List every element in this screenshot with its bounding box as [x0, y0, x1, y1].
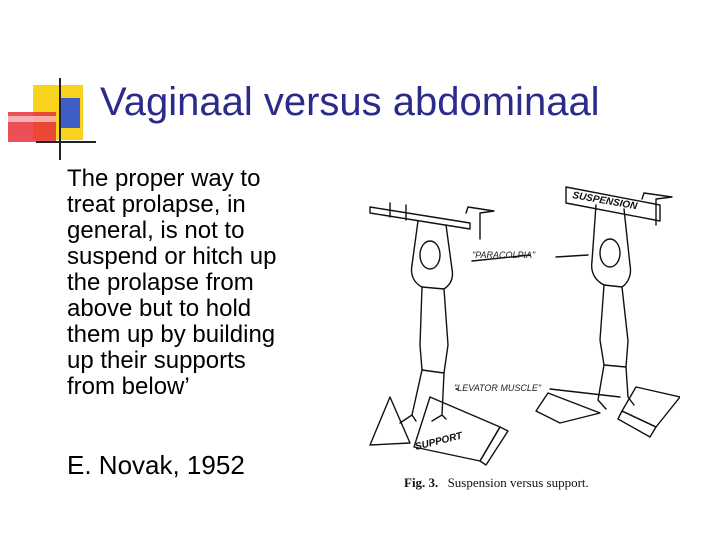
- quote-line: above but to hold: [67, 295, 252, 322]
- caption-prefix: Fig. 3.: [404, 475, 439, 490]
- left-hanging-figure: [400, 221, 453, 423]
- quote-line: The proper way to: [67, 165, 261, 192]
- logo-blue-square: [60, 98, 80, 128]
- quote-line: treat prolapse, in: [67, 191, 246, 218]
- label-levator-muscle: "LEVATOR MUSCLE": [454, 383, 542, 393]
- quote-line: from below’: [67, 373, 190, 400]
- caption-text: Suspension versus support.: [447, 475, 589, 490]
- slide-title: Vaginaal versus abdominaal: [100, 80, 600, 124]
- quote-line: up their supports: [67, 347, 246, 374]
- figure-caption: [404, 475, 589, 490]
- logo-red-highlight: [6, 116, 56, 122]
- quote-line: general, is not to: [67, 217, 245, 244]
- right-platforms: [536, 387, 680, 437]
- suspension-support-figure: [360, 165, 680, 500]
- left-suspension-bar: [370, 203, 494, 239]
- quote-line: them up by building: [67, 321, 276, 348]
- label-suspension: SUSPENSION: [571, 190, 638, 213]
- left-platforms: [370, 397, 508, 465]
- levator-leader-right: [550, 389, 620, 397]
- right-hanging-figure: [592, 205, 634, 409]
- quote-text: [67, 166, 327, 400]
- paracolpia-leader-right: [556, 255, 588, 257]
- quote-author: E. Novak, 1952: [67, 450, 245, 480]
- label-paracolpia: "PARACOLPIA": [472, 250, 536, 260]
- slide-logo: [0, 0, 110, 170]
- label-support: SUPPORT: [414, 430, 464, 453]
- quote-line: the prolapse from: [67, 269, 254, 296]
- quote-line: suspend or hitch up: [67, 243, 277, 270]
